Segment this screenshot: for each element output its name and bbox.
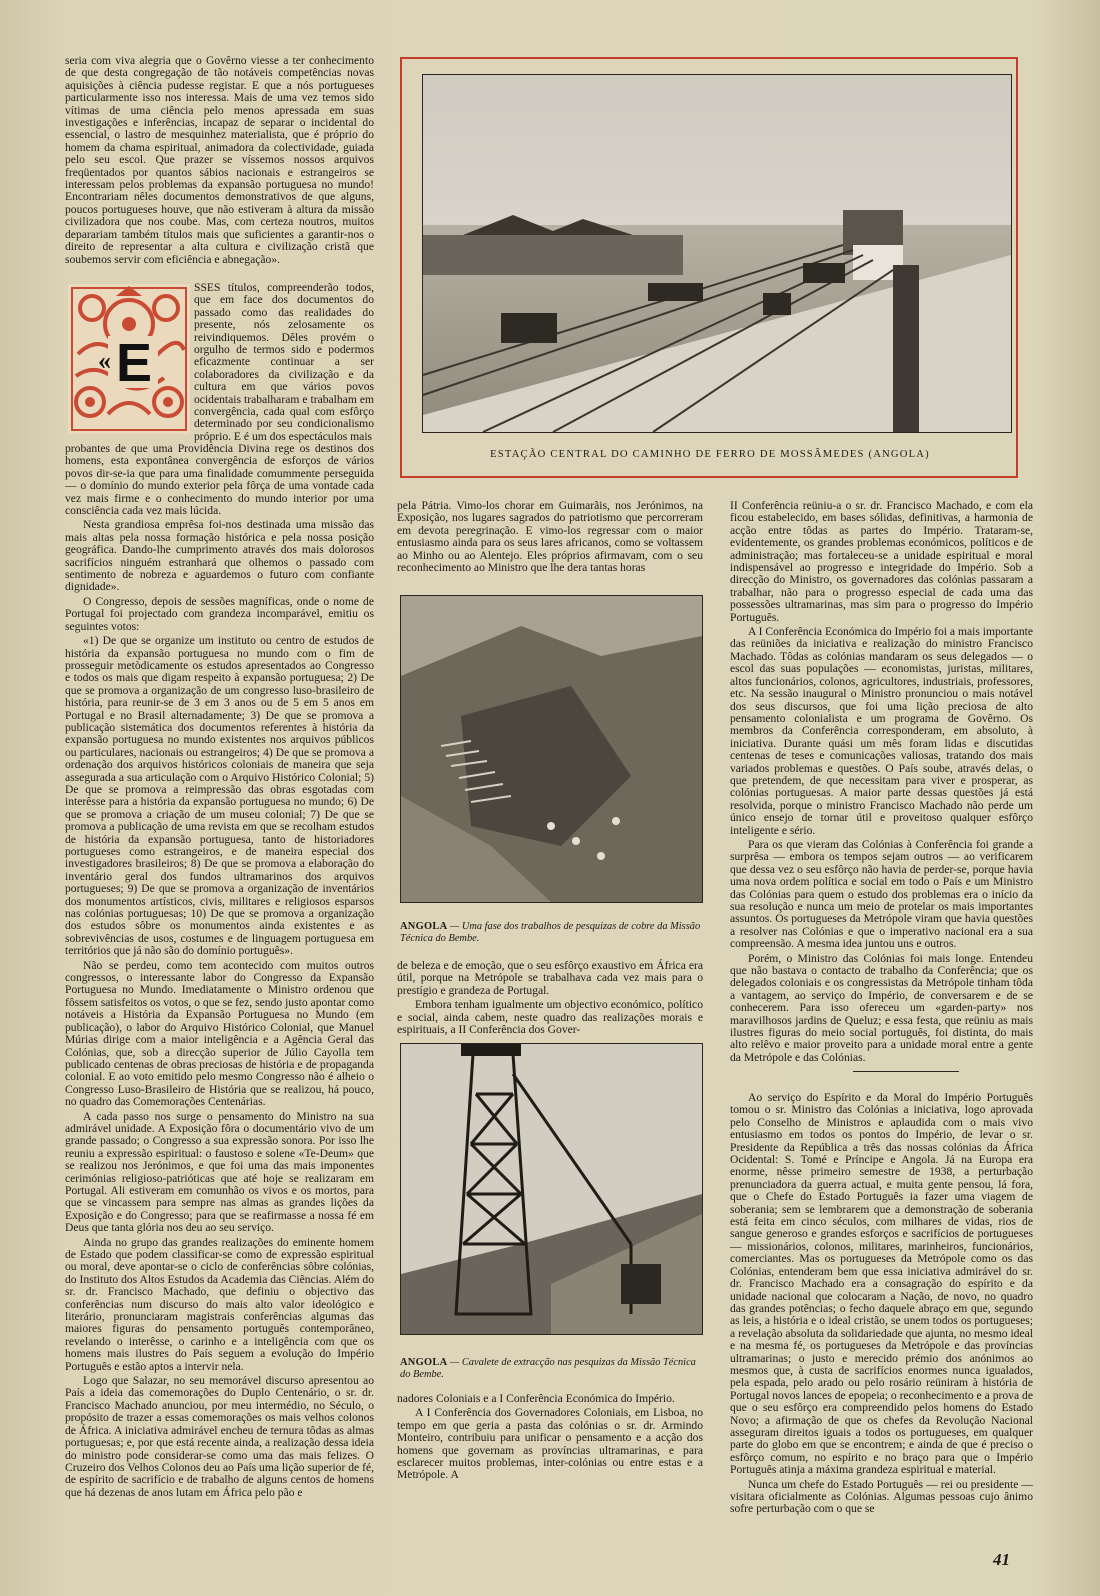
col2-bottom (397, 1393, 703, 1505)
col2-paragraph-5: A I Conferência dos Governadores Coloniais, em Lisboa, no tempo em que geria a pasta das colónias o sr. dr. Armindo Monteiro, contribuiu para unificar o pensamento e a acção dos homens que governam as províncias ultramarinas, e para esclarecer muitos problemas, inter-colónias ou entre estas e a Metrópole. A (397, 1406, 703, 1482)
caption-place-label: ANGOLA (400, 921, 448, 932)
col2-paragraph-1: pela Pátria. Vimo-los chorar em Guimarãis, nos Jerónimos, na Exposição, nos lugares sagrados do patriotismo que percorreram em devota peregrinação. E vimo-los regressar com o maior entusiasmo ainda para os seus lares africanos, como se voltassem ao Minho ou ao Alentejo. Eles próprios afirmavam, com o seu reconhecimento ao Ministro que lhe dera tantas horas (397, 499, 703, 575)
caption-place-label: ANGOLA (400, 1357, 448, 1368)
col1-paragraph-4: «1) De que se organize um instituto ou centro de estudos de história da expansão portuguesa no mundo com o fim de prosseguir metòdicamente os estudos apresentados ao Congresso e todos os mais que digam respeito à expansão portuguesa; 2) De que se promova a organização de um congresso luso-brasileiro de história, para reunir-se de 3 em 3 anos ou de 5 em 5 anos em Portugal e no Brasil alternadamente; 3) De que se promova a publicação sistemática dos documentos referentes à história da expansão portuguesa no mundo existentes nos arquivos públicos ou particulares, nacionais ou estrangeiros; 4) De que se promova a ordenação dos arquivos históricos coloniais de maneira que seja assegurada a sua articulação com o Arquivo Histórico Colonial; 5) De que se promova a reimpressão das obras esgotadas com interêsse para a história da expansão portuguesa no mundo; 6) De que se promova a criação de um museu colonial; 7) De que se promova a publicação de uma revista em que se recolham estudos de história da expansão portuguesa, tanto de historiadores portugueses como estrangeiros, e de maneira especial dos investigadores brasileiros; 8) De que se promova a elaboração do inventário geral dos fundos ultramarinos dos arquivos portugueses; 9) De que se promova a organização de inventários dos monumentos artísticos, civis, militares e religiosos esparsos nas colónias portuguesas; 10) De que se promova a organização dos estudos sôbre os monumentos ainda existentes e as sobrevivências de usos, costumes e de linguagem portuguesa em territórios que já não são do domínio português». (65, 634, 374, 958)
initial-letter: E (116, 333, 153, 393)
col3-paragraph-3: Para os que vieram das Colónias à Conferência foi grande a surprêsa — embora os tempos sejam outros — ao verificarem que dessa vez o seu esfôrço não havia de perder-se, porque havia uma nova ordem política e social em todo o País e um Ministro das Colónias para quem o estudo dos problemas era o início da sua resolução e nunca um meio de protelar os mais importantes assuntos. Os portugueses da Metrópole viram que havia questões a resolver nas Colónias e que o imperativo nacional era a sua compreensão. A mesma idea juntou uns e outros. (730, 837, 1033, 951)
col3-upper (730, 499, 1033, 1064)
col1-paragraph-8: Logo que Salazar, no seu memorável discurso apresentou ao País a ideia das comemorações do Duplo Centenário, o sr. dr. Francisco Machado anunciou, por meu intermédio, no Século, o propósito de trazer a essas comemorações os mais velhos colonos de África. A iniciativa admirável encheu de ternura tôdas as almas portuguesas; e, por que está recente ainda, a realização dessa ideia do ministro pode considerar-se como uma das mais felizes. O Cruzeiro dos Velhos Colonos deu ao País uma lição superior de fé, de espírito de sacrifício e de trabalho de alguns centos de homens que há dezenas de anos lutam em África pelo pão e (65, 1374, 374, 1499)
col2-mid (397, 960, 703, 1044)
col1-paragraph-3: O Congresso, depois de sessões magníficas, onde o nome de Portugal foi projectado com grandeza incomparável, emitiu os seguintes votos: (65, 594, 374, 633)
col1-opening-text: seria com viva alegria que o Govêrno viesse a ter conhecimento de que desta congregação de tão notáveis competências novas aquisições à ciência pudesse registar. E que a nós portugueses particularmente isso nos interessa. Mais de uma vez temos sido vítimas de uma ciência pelo menos apressada em suas investigações e inferências, incapaz de separar o incidental do essencial, o lastro de mesquinhez materialista, que é próprio do homem da chama espiritual, animadora da colectividade, guiada pelo seu escol. Que prazer se víssemos nossos arquivos freqüentados por quantos sábios nacionais e estrangeiros se interessam pelos problemas da expansão portuguesa no mundo! Encontrariam nêles documentos demonstrativos de que alguns, poucos portugueses houve, que não estiveram à altura da missão civilizadora que nos coube. Mas, com certeza noutros, muitos deparariam também títulos mais que suficientes a garantir-nos o direito de representar a alta cultura e civilização cristã que soubemos servir com eficiência e abnegação». (65, 54, 374, 266)
mining-works-image (401, 596, 702, 902)
col1-opening (65, 55, 374, 272)
caption-text: Cavalete de extracção nas pesquizas da Missão Técnica do Bembe. (400, 1357, 696, 1380)
col2-top (397, 500, 703, 582)
col1-paragraph-5: Não se perdeu, como tem acontecido com muitos outros congressos, o interessante labor do Congresso da Expansão Portuguesa no Mundo. Imediatamente o Ministro ordenou que fôssem satisfeitos os votos, o que se fez, sendo justo apontar como notáveis a História da Expansão Portuguesa no Mundo (em publicação), o labor do Arquivo Histórico Colonial, que Manuel Múrias dirige com a maior inteligência e a Agência Geral das Colónias, que, sob a direcção superior de Júlio Cayolla tem publicado centenas de obras preciosas de história e de propaganda colonial. E ao voto emitido pelo mesmo Congresso não é alheio o Congresso Luso-Brasileiro de História que se realizou, há pouco, no quadro das Comemorações Centenárias. (65, 958, 374, 1109)
railway-station-photo (422, 74, 1012, 433)
col1-paragraph-2: Nesta grandiosa emprêsa foi-nos destinada uma missão das mais altas pela nossa formação histórica e pela nossa posição geográfica. Dando-lhe cumprimento através dos mais dolorosos sacrifícios ninguém estranhará que olhemos o passado com sentimento de nobreza e aguardemos o futuro com confiante dignidade». (65, 518, 374, 594)
col2-paragraph-2: de beleza e de emoção, que o seu esfôrço exaustivo em África era útil, porque na Metrópole se trabalhava cada vez mais para o prestígio e grandeza de Portugal. (397, 959, 703, 997)
ornamental-initial (68, 284, 190, 434)
col2-paragraph-4: nadores Coloniais e a I Conferência Económica do Império. (397, 1392, 675, 1405)
col1-drop-paragraph: SSES títulos, compreenderão todos, que em face dos documentos do passado como das realidades do presente, nós zelosamente os reivindiquemos. Dêles provém o orgulho de termos sido e podermos eficazmente continuar a ser colaboradores da civilização e da cultura em que vários povos ocidentais trabalharam e trabalham em convergência, cada qual com esfôrço determinado por seu condicionalismo próprio. E é um dos espectáculos mais (194, 281, 374, 443)
col1-paragraph-7: Ainda no grupo das grandes realizações do eminente homem de Estado que podem classificar-se como de expressão espiritual ou moral, deve apontar-se o ciclo de conferências sôbre colónias, do Instituto dos Altos Estudos da Academia das Ciências. Além do sr. dr. Francisco Machado, que definiu o objectivo das conferências num discurso do mais alto valor ideológico e literário, pronunciaram magistrais conferências algumas das maiores figuras do pensamento português contemporâneo, revelando o interêsse, o carinho e a inteligência com que os homens mais ilustres do País seguem a evolução do Império Português e estão aptos a intervir nela. (65, 1235, 374, 1373)
col2-paragraph-3: Embora tenham igualmente um objectivo económico, político e social, ainda cabem, neste quadro das realizações morais e espirituais, a II Conferência dos Gover- (397, 998, 703, 1037)
page-number: 41 (993, 1550, 1010, 1569)
col3-paragraph-1: II Conferência reüniu-a o sr. dr. Francisco Machado, e com ela ficou estabelecido, em bases sólidas, definitivas, a harmonia de acção entre tôdas as partes do Império. Trataram-se, evidentemente, os grandes problemas económicos, políticos e de administração; mas fortaleceu-se a unidade espiritual e moral indispensável ao progresso e integridade do Império. Sob a direcção do Ministro, os governadores das colónias passaram a trabalhar, não para o progresso especial de cada uma das possessões ultramarinas, mas sim para o progresso do Império Português. (730, 499, 1033, 624)
col3-paragraph-4: Porém, o Ministro das Colónias foi mais longe. Entendeu que não bastava o contacto de trabalho da Conferência; que os delegados coloniais e os congressistas da Metrópole tinham tôda a vantagem, ao serviço do Império, de conversarem e de se conhecerem. Para isso ofereceu um «garden-party» nos maravilhosos jardins de Queluz; e essa festa, que reüniu as mais ilustres figuras do meio social português, foi distinta, do mais alto relêvo e maior proveito para a unidade moral entre a gente da Metrópole e das Colónias. (730, 951, 1033, 1064)
headframe-caption: ANGOLA — Cavalete de extracção nas pesquizas da Missão Técnica do Bembe. (400, 1357, 696, 1380)
col3-paragraph-5: Ao serviço do Espírito e da Moral do Império Português tomou o sr. Ministro das Colónias a iniciativa, logo aprovada pelo Conselho de Ministros e aplaudida com o mais vivo entusiasmo em todos os pontos do Império, de levar o sr. Presidente da República a três das nossas colónias da África Ocidental: S. Tomé e Príncipe e Angola. Já na Europa era enorme, nêsse primeiro semestre de 1938, a perturbação prenunciadora da guerra actual, e muita gente pensou, lá fora, que o Chefe do Estado Português ia fazer uma viagem de soberania; sem se lembrarem que a demonstração de soberania está feita em cinco séculos, com milhares de vidas, rios de sangue generoso e grandes esforços e sacrifícios de portugueses — missionários, colonos, militares, marinheiros, funcionários, comerciantes. Mas os portugueses da Metrópole como os das Colónias, entenderam bem que essa iniciativa admirável do sr. dr. Francisco Machado era a consagração do espírito e da unidade nacional que colocaram a Nação, de novo, no quadro das grandes potências; o fecho daquele abraço em que, segundo as leis, a história e o ideal cristão, se unem todos os portugueses; a revelação absoluta da solidariedade que ajunta, no mesmo ideal e na mesma fé, os portugueses da Metrópole e das províncias ultramarinas; o justo e merecido prémio dos anónimos ao mesmos que, à custa de sacrifícios enormes nunca igualados, pela espada, pelo arado ou pelo rosário reüniram à história de Portugal novos lances de epopeia; o reconhecimento e a prova de que o seu esfôrço era compreendido pelos homens do Estado Novo; a afirmação de que os chefes da Revolução Nacional asseguram direitos iguais a todos os portugueses, em qualquer parte do globo em que se encontrem; e ainda de que é preciso o esfôrço comum, no espírito e no braço para que o Império Português atinja a máxima grandeza espiritual e material. (730, 1091, 1033, 1477)
initial-quote-mark: « (98, 346, 111, 375)
caption-text: Uma fase dos trabalhos de pesquizas de cobre da Missão Técnica do Bembe. (400, 921, 701, 944)
col1-main (65, 443, 374, 1563)
col1-paragraph-1: probantes de que uma Providência Divina rege os destinos dos homens, esta expontânea convergência de esforços de vários povos dir-se-ia que para uma finalidade comummente perseguida — o domínio do mundo exterior pela fôrça de uma vontade cada vez mais firme e o conhecimento do mundo interior por uma consciência cada vez mais lúcida. (65, 442, 374, 518)
top-photo-caption: ESTAÇÃO CENTRAL DO CAMINHO DE FERRO DE MOSSÂMEDES (ANGOLA) (490, 449, 930, 460)
col3-lower (730, 1091, 1033, 1516)
col3-paragraph-6: Nunca um chefe do Estado Português — rei ou presidente — visitara oficialmente as Colónias. Algumas pessoas cujo ânimo sofre perturbação com o que se (730, 1477, 1033, 1516)
headframe-image (401, 1044, 702, 1334)
headframe-photo (400, 1043, 703, 1335)
railway-station-image (423, 75, 1011, 432)
col3-paragraph-2: A I Conferência Económica do Império foi a mais importante das reüniões da iniciativa e realização do ministro Francisco Machado. Tôdas as colónias mandaram os seus delegados — o escol das suas populações — economistas, juristas, militares, altos funcionários, colonos, agricultores, industriais, professores, etc. Na sessão inaugural o Ministro pronunciou o mais notável dos seus discursos, que foi uma lição preciosa de alto pensamento colonialista e um programa de Govêrno. Os membros da Conferência corresponderam, em absoluto, à iniciativa. Durante quási um mês foram lidas e discutidas centenas de teses e comunicações valiosas, tratando dos mais variados problemas e questões. O País soube, através delas, o que pretendem, de que necessitam para viver e prosperar, as colónias portuguesas. A maior parte dessas questões já está resolvida, porque o ministro Francisco Machado não perde um único ensejo de tornar útil e proveitoso qualquer esfôrço inteligente e sério. (730, 625, 1033, 837)
section-divider (853, 1071, 959, 1072)
col1-paragraph-6: A cada passo nos surge o pensamento do Ministro na sua admirável unidade. A Exposição fôra o documentário vivo de um grande passado; o Congresso a sua expressão sonora. Por isso lhe reuniu a expressão espiritual: o faustoso e solene «Te-Deum» que se realizou nos Jerónimos, e que foi uma das mais imponentes cerimónias religioso-patrióticas que até hoje se realizaram em Portugal. Ali estiveram em comunhão os vivos e os mortos, para que se vincassem para sempre nas almas as grandes lições da Exposição e do Congresso; para que se reafirmasse a nossa fé em Deus que tanta glória nos deu ao seu serviço. (65, 1109, 374, 1235)
col1-drop-text (194, 282, 374, 441)
mining-works-caption: ANGOLA — Uma fase dos trabalhos de pesquizas de cobre da Missão Técnica do Bembe. (400, 921, 701, 944)
mining-works-photo (400, 595, 703, 903)
